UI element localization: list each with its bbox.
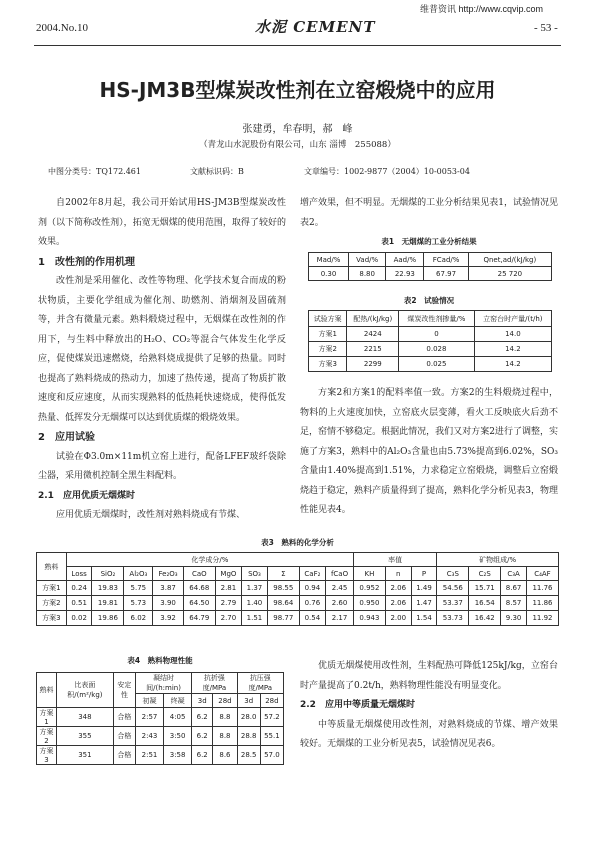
table-header-cell: Σ	[267, 567, 299, 581]
table-cell: 方案2	[37, 596, 67, 611]
table-header-cell: MgO	[215, 567, 241, 581]
table-cell: 2424	[347, 327, 399, 342]
table-cell: 11.92	[526, 611, 558, 626]
table-cell: 0.94	[299, 581, 325, 596]
table-2	[308, 310, 552, 372]
table-cell: 1.51	[242, 611, 268, 626]
table-header-cell: 率值	[353, 553, 436, 567]
table-row	[37, 727, 284, 746]
table-header-cell: CaO	[183, 567, 215, 581]
table-cell: 11.76	[526, 581, 558, 596]
table-cell: 合格	[113, 746, 135, 765]
table-cell: 8.80	[349, 267, 386, 281]
table-cell: 方案3	[37, 611, 67, 626]
journal-logo: 水泥 CEMENT	[255, 18, 376, 36]
table-cell: 1.54	[411, 611, 437, 626]
table-row	[309, 327, 552, 342]
page-number: - 53 -	[534, 22, 558, 34]
table-cell: 8.8	[213, 708, 237, 727]
table-row	[37, 746, 284, 765]
right-column-bottom	[300, 657, 558, 755]
table-cell: 0.943	[353, 611, 385, 626]
table-cell: 0.025	[399, 357, 475, 372]
table-cell: 19.86	[92, 611, 124, 626]
table-cell: 0.950	[353, 596, 385, 611]
table-cell: 57.0	[260, 746, 283, 765]
table-header-cell: Fe₂O₃	[153, 567, 184, 581]
table-cell: 2215	[347, 342, 399, 357]
table-cell: 0.76	[299, 596, 325, 611]
right-bottom-paragraph: 优质无烟煤使用改性剂，生料配热可降低125kJ/kg，立窑台时产量提高了0.2t/h，熟料物理性能没有明显变化。	[300, 661, 558, 691]
table-cell: 2.45	[326, 581, 354, 596]
table-cell: 2.06	[385, 596, 411, 611]
table-header-cell: 3d	[237, 694, 260, 708]
table-header-cell: C₄AF	[526, 567, 558, 581]
table-header-cell: 比表面积/(m²/kg)	[57, 673, 114, 708]
table-cell: 5.73	[124, 596, 153, 611]
table-cell: 1.49	[411, 581, 437, 596]
table-cell: 2.06	[385, 581, 411, 596]
table-cell: 方案2	[309, 342, 347, 357]
article-number: 文章编号：1002-9877（2004）10-0053-04	[304, 167, 470, 176]
table-cell: 25 720	[468, 267, 551, 281]
table-cell: 2.79	[215, 596, 241, 611]
table-header-cell: C₃A	[501, 567, 527, 581]
table-header-cell: SiO₂	[92, 567, 124, 581]
table-cell: 16.42	[469, 611, 501, 626]
table-header-cell: Mad/%	[309, 253, 349, 267]
section-2-1-body: 应用优质无烟煤时，改性剂对熟料烧成有节煤、	[56, 510, 246, 520]
table-cell: 67.97	[424, 267, 468, 281]
table-header-cell: 抗折强度/MPa	[192, 673, 237, 694]
table-cell: 0.54	[299, 611, 325, 626]
table-cell: 2:51	[135, 746, 163, 765]
table-2-caption: 表2 试验情况	[403, 296, 455, 305]
table-header-cell: 矿物组成/%	[437, 553, 559, 567]
table-row	[37, 581, 559, 596]
table-header-cell: 终凝	[164, 694, 192, 708]
table-cell: 64.68	[183, 581, 215, 596]
table-cell: 2299	[347, 357, 399, 372]
table-header-cell: C₃S	[437, 567, 469, 581]
table-header-cell: 试验方案	[309, 311, 347, 327]
table-cell: 2:57	[135, 708, 163, 727]
table-cell: 2.00	[385, 611, 411, 626]
table-header-cell: 立窑台时产量/(t/h)	[474, 311, 551, 327]
table-cell: 方案1	[37, 581, 67, 596]
table-1	[308, 252, 552, 281]
table-header-cell: 熟料	[37, 553, 67, 581]
table-cell: 98.77	[267, 611, 299, 626]
table-cell: 方案3	[37, 746, 57, 765]
authors: 张建勇，牟春明，郝 峰	[242, 124, 353, 135]
table-cell: 2:43	[135, 727, 163, 746]
table-header-cell: 28d	[260, 694, 283, 708]
table-cell: 方案1	[309, 327, 347, 342]
table-cell: 3.92	[153, 611, 184, 626]
table-cell: 0.51	[66, 596, 92, 611]
table-4-caption: 表4 熟料物理性能	[127, 656, 193, 665]
table-header-cell: SO₃	[242, 567, 268, 581]
table-cell: 64.50	[183, 596, 215, 611]
table-cell: 6.2	[192, 708, 213, 727]
table-header-cell: 配热/(kJ/kg)	[347, 311, 399, 327]
table-header-cell: 熟料	[37, 673, 57, 708]
table-row	[309, 342, 552, 357]
section-1-heading: 1 改性剂的作用机理	[38, 256, 135, 268]
table-cell: 方案1	[37, 708, 57, 727]
table-3-caption: 表3 熟料的化学分析	[261, 538, 334, 547]
table-cell: 8.67	[501, 581, 527, 596]
table-cell: 3.90	[153, 596, 184, 611]
table-cell: 0.952	[353, 581, 385, 596]
right-mid-paragraph: 方案2和方案1的配料率值一致。方案2的生料煅烧过程中，物料的上火速度加快，立窑底火层变薄，看火工反映底火后劲不足，窑情不够稳定。根据此情况，我们又对方案2进行了调整，实施了方案3，熟料中的Al₂O₃含量也由5.73%提高到6.02%，SO₃含量由1.40%提高到1.51%，力求稳定立窑煅烧，调整后立窑煅烧趋于稳定，熟料产质量得到了提高，熟料化学分析见表3，物理性能见表4。	[300, 388, 558, 515]
table-cell: 1.40	[242, 596, 268, 611]
table-cell: 355	[57, 727, 114, 746]
table-cell: 22.93	[386, 267, 424, 281]
table-cell: 1.47	[411, 596, 437, 611]
table-header-cell: Qnet,ad/(kJ/kg)	[468, 253, 551, 267]
table-cell: 3.87	[153, 581, 184, 596]
watermark: 维普资讯 http://www.cqvip.com	[420, 4, 544, 14]
table-4	[36, 672, 284, 765]
table-cell: 0.30	[309, 267, 349, 281]
table-cell: 19.83	[92, 581, 124, 596]
table-cell: 98.64	[267, 596, 299, 611]
table-header-cell: KH	[353, 567, 385, 581]
header-rule	[34, 45, 561, 46]
table-cell: 53.37	[437, 596, 469, 611]
table-header-cell: 28d	[213, 694, 237, 708]
table-cell: 2.70	[215, 611, 241, 626]
table-row	[37, 596, 559, 611]
table-cell: 8.57	[501, 596, 527, 611]
table-cell: 0	[399, 327, 475, 342]
right-top-paragraph: 增产效果，但不明显。无烟煤的工业分析结果见表1，试验情况见表2。	[300, 198, 558, 228]
table-row	[37, 708, 284, 727]
table-cell: 28.0	[237, 708, 260, 727]
table-header-cell: 初凝	[135, 694, 163, 708]
table-header-cell: 安定性	[113, 673, 135, 708]
clc-number: 中图分类号：TQ172.461	[48, 167, 141, 176]
table-cell: 28.5	[237, 746, 260, 765]
section-2-1-heading: 2.1 应用优质无烟煤时	[38, 490, 135, 501]
table-cell: 55.1	[260, 727, 283, 746]
table-header-cell: 3d	[192, 694, 213, 708]
right-column-top	[300, 194, 558, 233]
table-header-cell: 煤炭改性剂掺量/%	[399, 311, 475, 327]
table-cell: 0.02	[66, 611, 92, 626]
table-cell: 11.86	[526, 596, 558, 611]
left-column	[38, 194, 286, 526]
table-cell: 8.8	[213, 727, 237, 746]
table-cell: 19.81	[92, 596, 124, 611]
table-cell: 2.81	[215, 581, 241, 596]
section-2-body: 试验在Φ3.0m×11m机立窑上进行，配备LFEF玻纤袋除尘器，采用微机控制全黑生料配料。	[38, 451, 286, 481]
table-cell: 53.73	[437, 611, 469, 626]
right-column-mid	[300, 384, 558, 521]
table-cell: 64.79	[183, 611, 215, 626]
affiliation: （青龙山水泥股份有限公司，山东 淄博 255088）	[199, 140, 396, 150]
table-header-cell: 抗压强度/MPa	[237, 673, 283, 694]
table-cell: 0.028	[399, 342, 475, 357]
table-header-cell: C₂S	[469, 567, 501, 581]
issue-label: 2004.No.10	[36, 22, 88, 34]
table-cell: 5.75	[124, 581, 153, 596]
table-header-cell: 化学成分/%	[66, 553, 353, 567]
table-cell: 16.54	[469, 596, 501, 611]
doc-code: 文献标识码：B	[190, 167, 244, 176]
table-cell: 6.2	[192, 746, 213, 765]
table-cell: 14.2	[474, 357, 551, 372]
section-2-heading: 2 应用试验	[38, 432, 95, 443]
article-title: HS-JM3B型煤炭改性剂在立窑煅烧中的应用	[99, 78, 496, 102]
section-2-2-heading: 2.2 应用中等质量无烟煤时	[300, 700, 415, 710]
table-header-cell: Al₂O₃	[124, 567, 153, 581]
table-cell: 1.37	[242, 581, 268, 596]
table-cell: 方案3	[309, 357, 347, 372]
table-cell: 15.71	[469, 581, 501, 596]
table-cell: 合格	[113, 727, 135, 746]
intro-paragraph: 自2002年8月起，我公司开始试用HS-JM3B型煤炭改性剂（以下简称改性剂），拓宽无烟煤的使用范围，取得了较好的效果。	[38, 198, 286, 247]
table-header-cell: fCaO	[326, 567, 354, 581]
table-cell: 方案2	[37, 727, 57, 746]
table-header-cell: CaF₂	[299, 567, 325, 581]
table-cell: 3:58	[164, 746, 192, 765]
table-cell: 8.6	[213, 746, 237, 765]
table-header-cell: n	[385, 567, 411, 581]
table-cell: 98.55	[267, 581, 299, 596]
table-cell: 6.02	[124, 611, 153, 626]
table-cell: 57.2	[260, 708, 283, 727]
table-cell: 合格	[113, 708, 135, 727]
table-row	[309, 357, 552, 372]
table-cell: 54.56	[437, 581, 469, 596]
table-3	[36, 552, 559, 626]
table-header-cell: Loss	[66, 567, 92, 581]
table-cell: 3:50	[164, 727, 192, 746]
section-1-body: 改性剂是采用催化、改性等物理、化学技术复合而成的粉状物质，主要化学组成为催化剂、助燃剂、消烟剂及固硫剂等，并含有微量元素。熟料煅烧过程中，无烟煤在改性剂的作用下，与生料中释放出的H₂O、CO₂等混合气体发生化学反应，促使煤炭迅速燃烧，给熟料烧成提供了足够的热量。同时也提高了熟料烧成的热动力，加速了热传递，提高了物质扩散速度和反应速度，从而实现熟料的低热耗快速烧成，使得低发热量、低挥发分无烟煤可以达到优质煤的煅烧效果。	[38, 276, 286, 423]
table-cell: 28.8	[237, 727, 260, 746]
table-cell: 14.0	[474, 327, 551, 342]
section-2-2-body: 中等质量无烟煤使用改性剂，对熟料烧成的节煤、增产效果较好。无烟煤的工业分析见表5，试验情况见表6。	[300, 719, 558, 749]
table-cell: 9.30	[501, 611, 527, 626]
table-cell: 4:05	[164, 708, 192, 727]
table-header-cell: Aad/%	[386, 253, 424, 267]
table-header-cell: P	[411, 567, 437, 581]
table-header-cell: Vad/%	[349, 253, 386, 267]
table-cell: 2.17	[326, 611, 354, 626]
table-1-caption: 表1 无烟煤的工业分析结果	[381, 237, 477, 246]
table-cell: 348	[57, 708, 114, 727]
table-cell: 14.2	[474, 342, 551, 357]
table-row	[37, 611, 559, 626]
table-header-cell: 凝结时间/(h:min)	[135, 673, 191, 694]
table-cell: 2.60	[326, 596, 354, 611]
table-header-cell: FCad/%	[424, 253, 468, 267]
table-cell: 0.24	[66, 581, 92, 596]
table-cell: 351	[57, 746, 114, 765]
table-cell: 6.2	[192, 727, 213, 746]
